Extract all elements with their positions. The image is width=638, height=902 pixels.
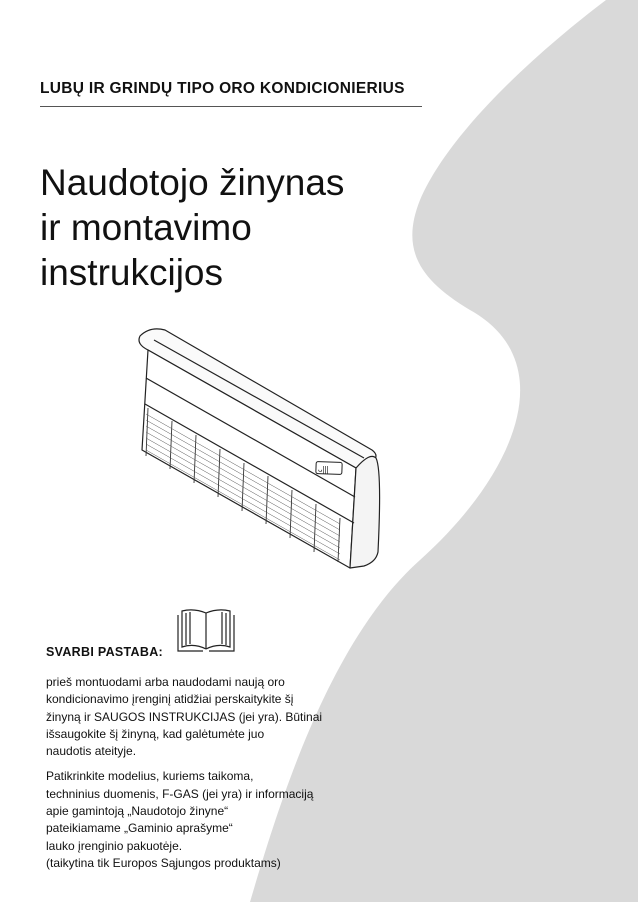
notice-label: SVARBI PASTABA: — [46, 645, 163, 659]
notice-line: naudotis ateityje. — [46, 744, 137, 759]
notice-paragraph-1 — [46, 674, 376, 760]
document-header: LUBŲ IR GRINDŲ TIPO ORO KONDICIONIERIUS — [40, 80, 405, 97]
title-line-3: instrukcijos — [40, 252, 223, 293]
notice-line: Patikrinkite modelius, kuriems taikoma, — [46, 769, 254, 784]
notice-line: lauko įrenginio pakuotėje. — [46, 838, 183, 853]
notice-line: techninius duomenis, F-GAS (jei yra) ir informaciją — [46, 786, 314, 801]
notice-line: (taikytina tik Europos Sąjungos produktams) — [46, 855, 281, 870]
svg-text:ᴗ|||: ᴗ||| — [318, 465, 329, 474]
notice-text — [46, 674, 376, 880]
title-line-2: ir montavimo — [40, 207, 252, 248]
notice-line: apie gamintoją „Naudotojo žinyne“ — [46, 804, 229, 819]
open-book-icon — [176, 605, 236, 655]
notice-line: pateikiamame „Gaminio aprašyme“ — [46, 821, 233, 836]
notice-paragraph-2 — [46, 768, 376, 872]
notice-line: išsaugokite šį žinyną, kad galėtumėte juo — [46, 726, 265, 741]
notice-line: žinyną ir SAUGOS INSTRUKCIJAS (jei yra). Būtinai — [46, 709, 323, 724]
notice-line: prieš montuodami arba naudodami naują oro — [46, 675, 285, 689]
title-line-1: Naudotojo žinynas — [40, 162, 345, 203]
notice-line: kondicionavimo įrenginį atidžiai perskaitykite šį — [46, 692, 294, 707]
